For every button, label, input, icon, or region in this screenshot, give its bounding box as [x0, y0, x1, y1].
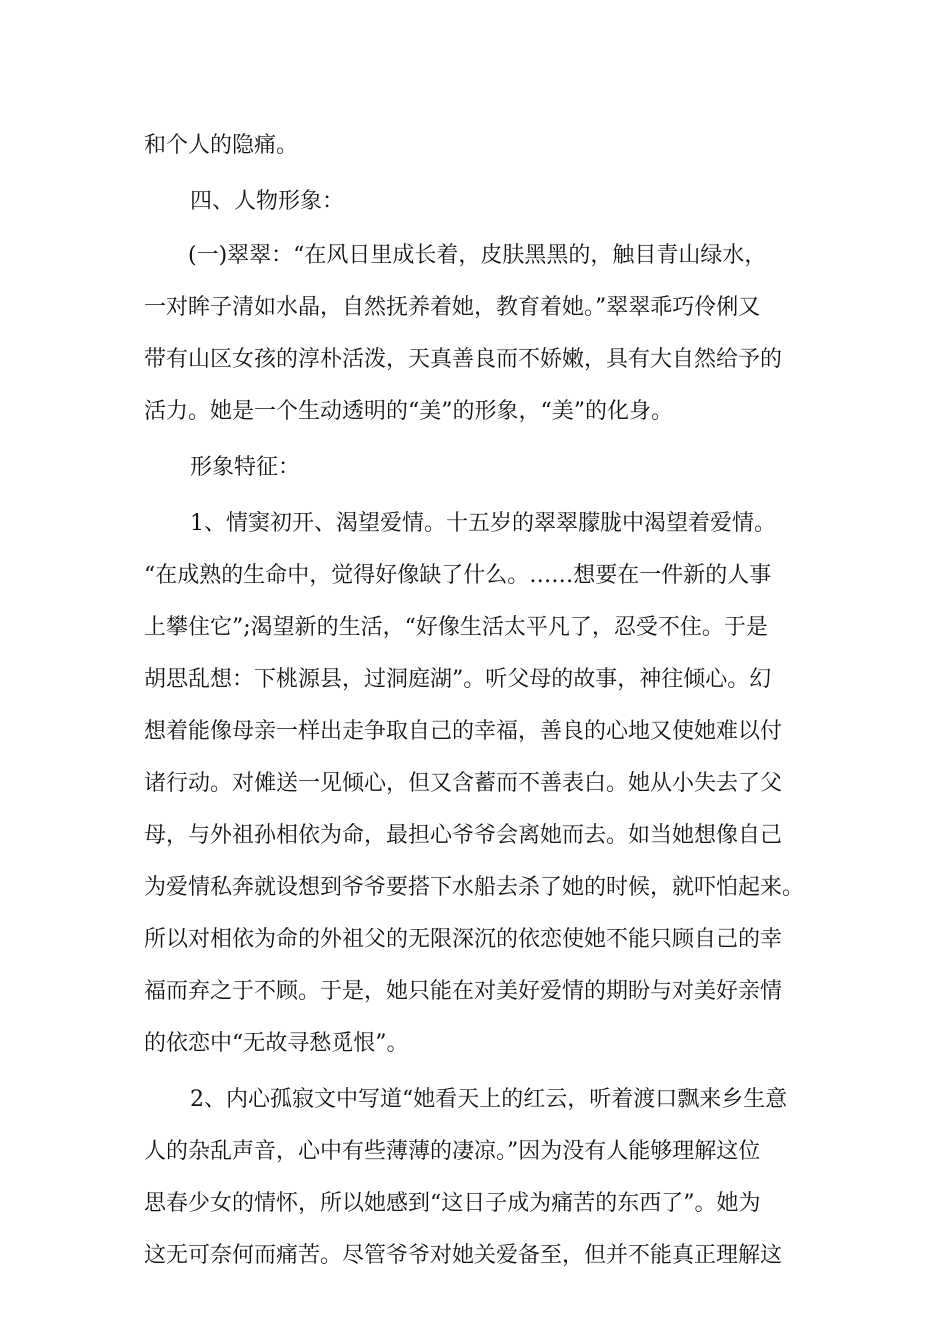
text-line: 人的杂乱声音，心中有些薄薄的凄凉。”因为没有人能够理解这位: [144, 1139, 761, 1164]
text-line: 诸行动。对傩送一见倾心，但又含蓄而不善表白。她从小失去了父: [144, 771, 783, 796]
section-heading: 四、人物形象：: [190, 189, 345, 214]
text-line: 的依恋中“无故寻愁觅恨”。: [144, 1031, 409, 1056]
text-line: 活力。她是一个生动透明的“美”的形象，“美”的化身。: [144, 399, 673, 424]
text-line: 和个人的隐痛。: [144, 133, 299, 158]
text-line: 为爱情私奔就设想到爷爷要搭下水船去杀了她的时候，就吓怕起来。: [144, 875, 805, 900]
text-line: 1、情窦初开、渴望爱情。十五岁的翠翠朦胧中渴望着爱情。: [190, 511, 776, 536]
subheading: 形象特征：: [190, 455, 301, 480]
text-line: 所以对相依为命的外祖父的无限深沉的依恋使她不能只顾自己的幸: [144, 927, 783, 952]
text-line: (一)翠翠：“在风日里成长着，皮肤黑黑的，触目青山绿水，: [188, 243, 767, 268]
text-line: “在成熟的生命中，觉得好像缺了什么。……想要在一件新的人事: [144, 563, 772, 588]
text-line: 思春少女的情怀，所以她感到“这日子成为痛苦的东西了”。她为: [144, 1191, 761, 1216]
text-line: 一对眸子清如水晶，自然抚养着她，教育着她。”翠翠乖巧伶俐又: [144, 295, 761, 320]
text-line: 上攀住它”;渴望新的生活，“好像生活太平凡了，忍受不住。于是: [144, 615, 768, 640]
text-line: 2、内心孤寂文中写道“她看天上的红云，听着渡口飘来乡生意: [190, 1087, 788, 1112]
text-line: 胡思乱想：下桃源县，过洞庭湖”。听父母的故事，神往倾心。幻: [144, 667, 772, 692]
text-line: 母，与外祖孙相依为命，最担心爷爷会离她而去。如当她想像自己: [144, 823, 783, 848]
text-line: 带有山区女孩的淳朴活泼，天真善良而不娇嫩，具有大自然给予的: [144, 347, 783, 372]
text-line: 想着能像母亲一样出走争取自己的幸福，善良的心地又使她难以付: [144, 719, 783, 744]
text-line: 这无可奈何而痛苦。尽管爷爷对她关爱备至，但并不能真正理解这: [144, 1243, 783, 1268]
text-line: 福而弃之于不顾。于是，她只能在对美好爱情的期盼与对美好亲情: [144, 979, 783, 1004]
